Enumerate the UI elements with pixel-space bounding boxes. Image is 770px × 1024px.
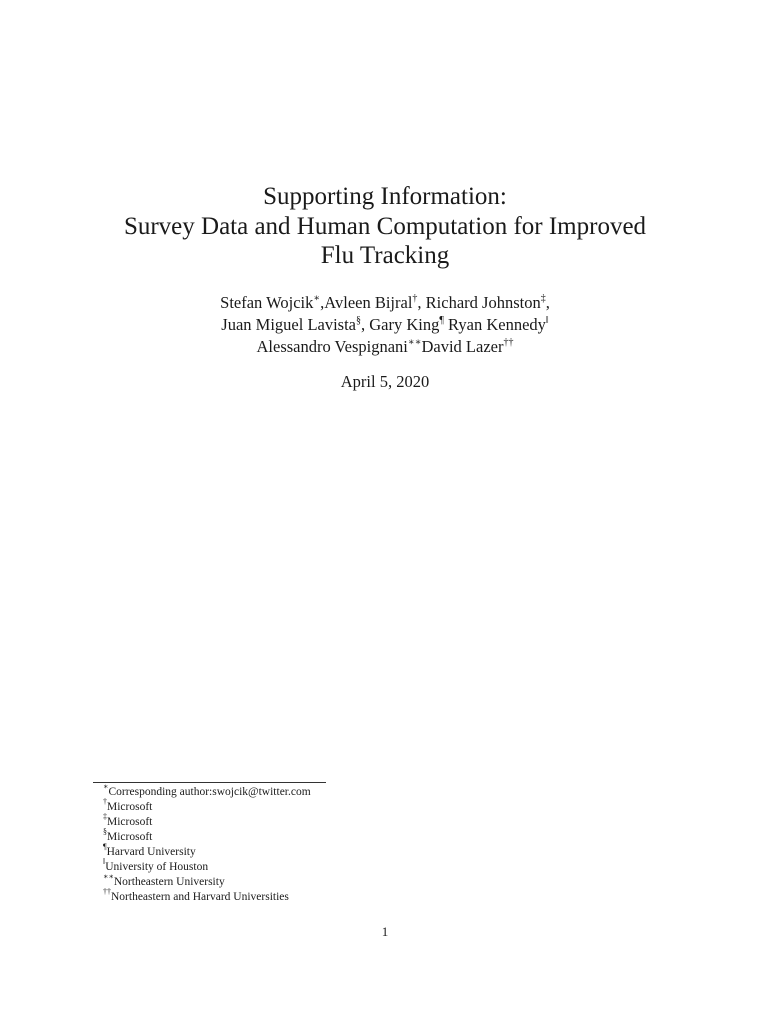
author-name: Alessandro Vespignani <box>256 337 408 356</box>
footnote-mark: ‡ <box>103 812 107 822</box>
footnote-mark: ∗∗ <box>103 872 114 882</box>
author-name: David Lazer <box>421 337 504 356</box>
author-mark: ‖ <box>545 314 549 326</box>
footnote-mark: ¶ <box>103 842 107 852</box>
footnote <box>103 887 311 905</box>
footnote-text: Microsoft <box>107 801 153 813</box>
footnote-divider <box>93 782 326 783</box>
author-mark: †† <box>503 336 514 348</box>
footnote <box>103 842 311 860</box>
footnote-list <box>103 782 311 905</box>
title-line-1: Supporting Information: <box>263 183 507 210</box>
author-mark: § <box>356 314 362 326</box>
author-separator: , <box>361 315 370 334</box>
footnote-mark: † <box>103 797 107 807</box>
footnote-text: Northeastern and Harvard Universities <box>111 891 289 903</box>
footnote-text: Northeastern University <box>113 876 225 888</box>
title-line-2: Survey Data and Human Computation for Improved <box>123 212 647 240</box>
footnote <box>103 857 311 875</box>
author-name: Juan Miguel Lavista <box>221 315 357 334</box>
page-number: 1 <box>381 924 389 939</box>
footnote <box>103 812 311 830</box>
author-line-3 <box>0 336 770 358</box>
footnote-text: Microsoft <box>107 816 153 828</box>
author-mark: ¶ <box>439 314 444 326</box>
footnote-text: Microsoft <box>107 831 153 843</box>
author-line-2 <box>0 314 770 336</box>
author-name: Avleen Bijral <box>324 293 413 312</box>
author-mark: ∗ <box>313 292 321 304</box>
author-line-1 <box>0 292 770 314</box>
footnote-text: Harvard University <box>106 846 196 858</box>
author-name: Gary King <box>369 315 440 334</box>
footnote-mark: § <box>103 827 107 837</box>
author-mark: ∗∗ <box>407 336 422 348</box>
footnote-text: University of Houston <box>105 861 209 873</box>
footnote <box>103 872 311 890</box>
author-mark: † <box>412 292 418 304</box>
author-list <box>0 292 770 358</box>
footnote <box>103 827 311 845</box>
footnote-mark: ∗ <box>103 782 109 792</box>
author-name: Stefan Wojcik <box>220 293 314 312</box>
author-separator: , <box>417 293 426 312</box>
footnote-text: Corresponding author:swojcik@twitter.com <box>108 786 311 798</box>
paper-title <box>0 182 770 271</box>
footnote-mark: ‖ <box>103 857 106 867</box>
author-separator: , <box>320 293 325 312</box>
author-separator: , <box>545 293 550 312</box>
title-line-3: Flu Tracking <box>320 242 450 269</box>
footnote <box>103 797 311 815</box>
author-mark: ‡ <box>540 292 546 304</box>
footnote-mark: †† <box>103 887 111 897</box>
author-name: Richard Johnston <box>425 293 541 312</box>
footnote <box>103 782 311 800</box>
author-name: Ryan Kennedy <box>448 315 546 334</box>
paper-date: April 5, 2020 <box>340 372 430 391</box>
